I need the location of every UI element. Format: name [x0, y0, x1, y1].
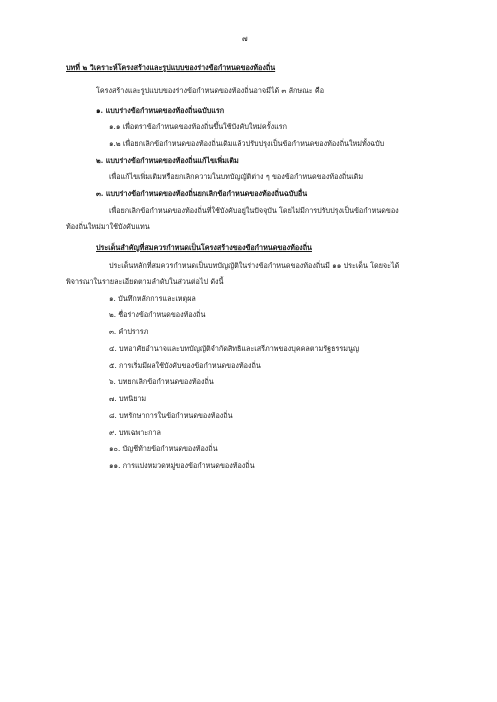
form-1-item-2: ๑.๒ เพื่อยกเลิกข้อกำหนดของท้องถิ่นเดิมแล้วปรับปรุงเป็นข้อกำหนดของท้องถิ่นใหม่ทั้งฉบับ: [109, 139, 385, 148]
topic-item: ๑. บันทึกหลักการและเหตุผล: [109, 294, 196, 303]
section-title: ประเด็นสำคัญที่สมควรกำหนดเป็นโครงสร้างของข้อกำหนดของท้องถิ่น: [96, 243, 312, 252]
form-2-item-1: เพื่อแก้ไขเพิ่มเติมหรือยกเลิกความในบทบัญญัติต่าง ๆ ของข้อกำหนดของท้องถิ่นเดิม: [109, 172, 364, 181]
topic-item: ๖. บทยกเลิกข้อกำหนดของท้องถิ่น: [109, 377, 214, 386]
topic-item: ๗. บทนิยาม: [109, 394, 147, 403]
form-1-heading: ๑. แบบร่างข้อกำหนดของท้องถิ่นฉบับแรก: [96, 106, 225, 115]
form-3-heading: ๓. แบบร่างข้อกำหนดของท้องถิ่นยกเลิกข้อกำหนดของท้องถิ่นฉบับอื่น: [96, 189, 308, 198]
topic-item: ๘. บทรักษาการในข้อกำหนดของท้องถิ่น: [109, 411, 233, 420]
topic-item: ๔. บทอาศัยอำนาจและบทบัญญัติจำกัดสิทธิและเสรีภาพของบุคคลตามรัฐธรรมนูญ: [109, 344, 359, 353]
topic-item: ๑๑. การแบ่งหมวดหมู่ของข้อกำหนดของท้องถิ่น: [109, 461, 255, 470]
form-3-item-2: ท้องถิ่นใหม่มาใช้บังคับแทน: [66, 222, 150, 231]
section-intro-line-1: ประเด็นหลักที่สมควรกำหนดเป็นบทบัญญัติในร่างข้อกำหนดของท้องถิ่นมี ๑๑ ประเด็น โดยจะได้: [109, 261, 400, 270]
topic-item: ๒. ชื่อร่างข้อกำหนดของท้องถิ่น: [109, 310, 206, 319]
topic-item: ๓. คำปรารภ: [109, 327, 149, 336]
form-2-heading: ๒. แบบร่างข้อกำหนดของท้องถิ่นแก้ไขเพิ่มเติม: [96, 156, 239, 165]
topic-item: ๕. การเริ่มมีผลใช้บังคับของข้อกำหนดของท้องถิ่น: [109, 361, 261, 370]
topic-item: ๙. บทเฉพาะกาล: [109, 428, 161, 437]
intro-paragraph: โครงสร้างและรูปแบบของร่างข้อกำหนดของท้องถิ่นอาจมีได้ ๓ ลักษณะ คือ: [96, 86, 325, 95]
topic-item: ๑๐. บัญชีท้ายข้อกำหนดของท้องถิ่น: [109, 444, 218, 453]
section-intro-line-2: พิจารณาในรายละเอียดตามลำดับในส่วนต่อไป ดังนี้: [66, 277, 224, 286]
form-1-item-1: ๑.๑ เพื่อตราข้อกำหนดของท้องถิ่นขึ้นใช้บังคับใหม่ครั้งแรก: [109, 122, 287, 131]
page-number: ๗: [242, 34, 248, 43]
form-3-item-1: เพื่อยกเลิกข้อกำหนดของท้องถิ่นที่ใช้บังคับอยู่ในปัจจุบัน โดยไม่มีการปรับปรุงเป็นข้อกำหนดของ: [109, 206, 399, 215]
chapter-title: บทที่ ๒ วิเคราะห์โครงสร้างและรูปแบบของร่างข้อกำหนดของท้องถิ่น: [66, 63, 276, 72]
